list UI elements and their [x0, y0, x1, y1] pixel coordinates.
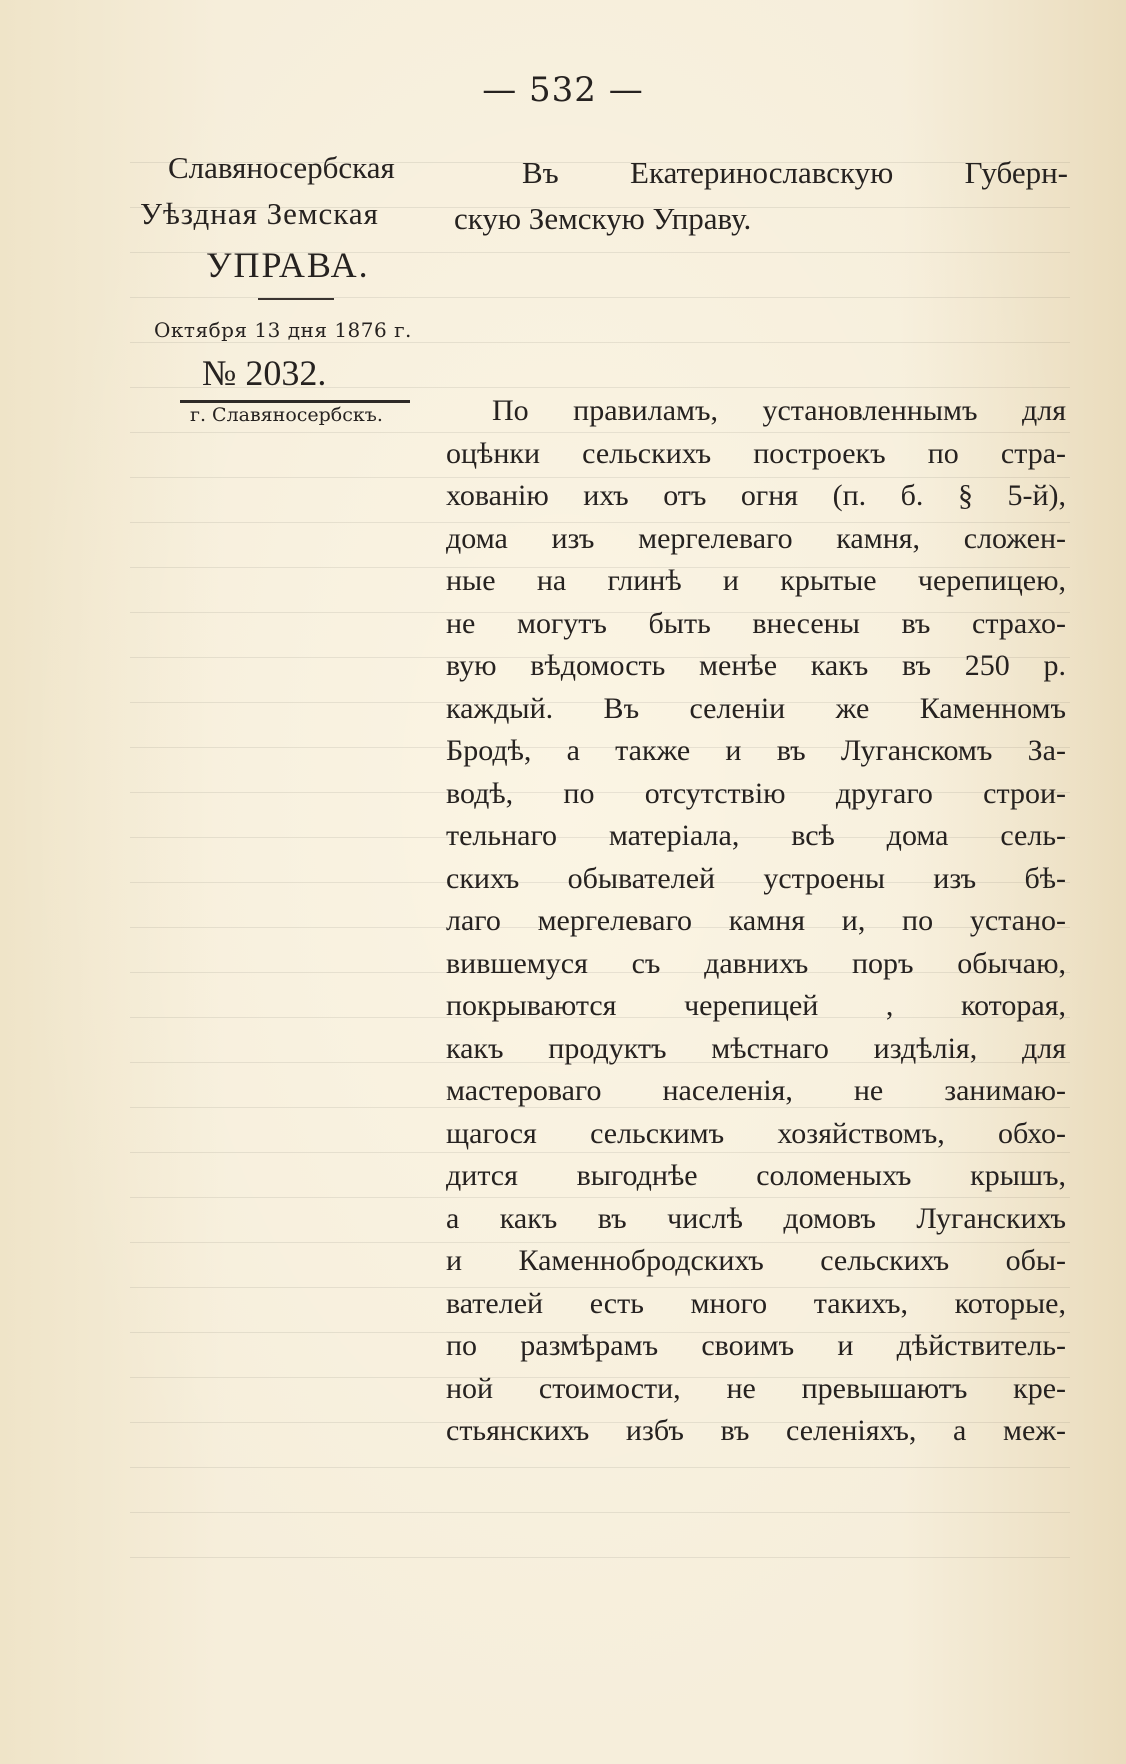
body-line: а какъ въ числѣ домовъ Луганскихъ [446, 1201, 1066, 1235]
body-line: дится выгоднѣе соломеныхъ крышъ, [446, 1159, 1066, 1192]
body-line: лаго мергелеваго камня и, по устано- [446, 904, 1066, 937]
body-line: Бродѣ, а также и въ Луганскомъ За- [446, 734, 1066, 767]
body-line: хованію ихъ отъ огня (п. б. § 5-й), [446, 479, 1066, 512]
stamp-office-name: Славяносербская [168, 150, 395, 185]
body-line: ной стоимости, не превышаютъ кре- [446, 1371, 1066, 1405]
body-line: оцѣнки сельскихъ построекъ по стра- [446, 436, 1066, 470]
body-line: вившемуся съ давнихъ поръ обычаю, [446, 946, 1066, 980]
stamp-office-type: Уѣздная Земская [140, 196, 379, 231]
stamp-divider [258, 298, 334, 300]
stamp-office-title: УПРАВА. [206, 245, 370, 285]
body-line: по размѣрамъ своимъ и дѣйствитель- [446, 1329, 1066, 1362]
body-line: мастероваго населенія, не занимаю- [446, 1074, 1066, 1107]
body-line: и Каменнобродскихъ сельскихъ обы- [446, 1244, 1066, 1277]
body-line: не могутъ быть внесены въ страхо- [446, 606, 1066, 640]
stamp-underline [180, 400, 410, 403]
body-line: По правиламъ, установленнымъ для [492, 394, 1066, 427]
body-line: вателей есть много такихъ, которые, [446, 1286, 1066, 1320]
stamp-document-number: № 2032. [202, 353, 327, 393]
body-line: скихъ обывателей устроены изъ бѣ- [446, 861, 1066, 895]
addressee-line: скую Земскую Управу. [454, 201, 752, 236]
stamp-place: г. Славяносербскъ. [190, 404, 383, 426]
addressee-line: Въ Екатеринославскую Губерн- [522, 155, 1068, 190]
body-line: покрываются черепицей , которая, [446, 989, 1066, 1022]
body-line: вую вѣдомость менѣе какъ въ 250 р. [446, 649, 1066, 682]
body-line: каждый. Въ селеніи же Каменномъ [446, 691, 1066, 725]
body-line: тельнаго матеріала, всѣ дома сель- [446, 819, 1066, 852]
body-line: щагося сельскимъ хозяйствомъ, обхо- [446, 1116, 1066, 1150]
body-line: стьянскихъ избъ въ селеніяхъ, а меж- [446, 1414, 1066, 1447]
addressee [448, 150, 1068, 242]
body-line: дома изъ мергелеваго камня, сложен- [446, 521, 1066, 555]
body-paragraph [446, 390, 1066, 1453]
body-line: ные на глинѣ и крытые черепицею, [446, 564, 1066, 597]
stamp-date: Октября 13 дня 1876 г. [154, 318, 412, 342]
body-line: какъ продуктъ мѣстнаго издѣлія, для [446, 1031, 1066, 1065]
body-line: водѣ, по отсутствію другаго строи- [446, 776, 1066, 810]
page-number: — 532 — [482, 70, 644, 110]
